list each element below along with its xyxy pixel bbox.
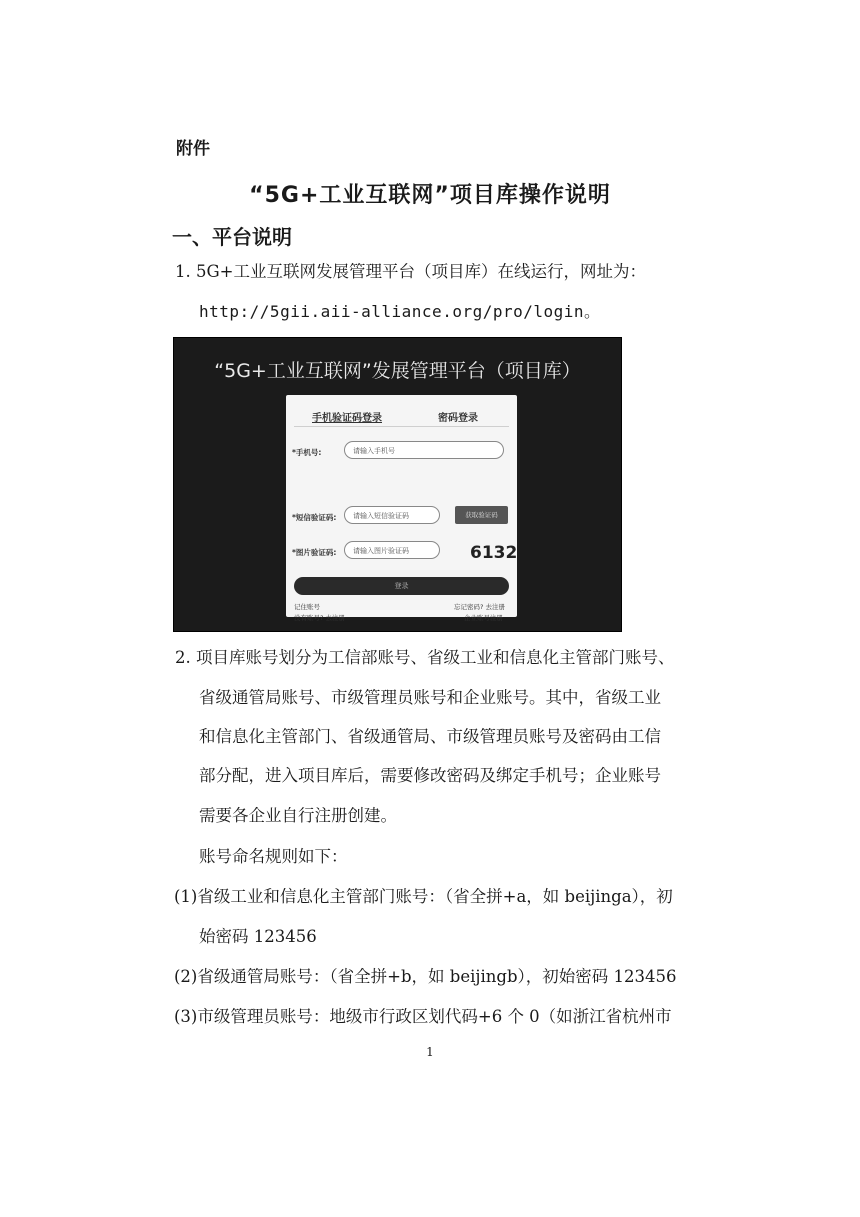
phone-input[interactable]: 请输入手机号	[344, 441, 504, 459]
login-button[interactable]: 登录	[294, 577, 509, 595]
sms-code-input[interactable]: 请输入短信验证码	[344, 506, 440, 524]
login-card	[286, 395, 518, 622]
document-title: “5G+工业互联网”项目库操作说明	[249, 183, 611, 208]
screenshot-title: “5G+工业互联网”发展管理平台（项目库）	[214, 360, 581, 382]
section-heading-platform: 一、平台说明	[172, 225, 292, 249]
register-link[interactable]: 没有账号? 去注册	[294, 614, 346, 622]
item-1-text: 1. 5G+工业互联网发展管理平台（项目库）在线运行，网址为：	[175, 262, 646, 281]
enterprise-register-link[interactable]: 企业账号注册	[464, 614, 503, 622]
captcha-image[interactable]: 6132	[470, 543, 518, 563]
remember-me-checkbox[interactable]: 记住账号	[294, 603, 320, 611]
page-number: 1	[426, 1045, 434, 1059]
get-code-button[interactable]: 获取验证码	[455, 506, 508, 524]
item-2-line-5: 需要各企业自行注册创建。	[199, 806, 397, 825]
rule-3: (3)市级管理员账号：地级市行政区划代码+6 个 0（如浙江省杭州市	[174, 1007, 672, 1026]
forgot-password-link[interactable]: 忘记密码? 去注册	[454, 603, 506, 611]
rule-1-line-1: (1)省级工业和信息化主管部门账号：（省全拼+a，如 beijinga），初	[174, 887, 673, 906]
sms-code-label: *短信验证码:	[292, 513, 337, 522]
login-screenshot	[173, 337, 622, 632]
rule-2: (2)省级通管局账号：（省全拼+b，如 beijingb），初始密码 123456	[174, 967, 677, 986]
tab-phone-login[interactable]: 手机验证码登录	[312, 413, 382, 424]
item-2-line-3: 和信息化主管部门、省级通管局、市级管理员账号及密码由工信	[199, 727, 661, 746]
item-2-line-4: 部分配，进入项目库后，需要修改密码及绑定手机号；企业账号	[199, 766, 661, 785]
rule-1-line-2: 始密码 123456	[199, 927, 317, 946]
image-code-label: *图片验证码:	[292, 548, 337, 557]
item-2-line-2: 省级通管局账号、市级管理员账号和企业账号。其中，省级工业	[199, 688, 661, 707]
phone-label: *手机号:	[292, 448, 322, 457]
annex-label: 附件	[176, 139, 210, 159]
tab-password-login[interactable]: 密码登录	[438, 413, 478, 424]
tab-divider	[294, 426, 509, 427]
item-2-line-1: 2. 项目库账号划分为工信部账号、省级工业和信息化主管部门账号、	[175, 648, 675, 667]
image-code-input[interactable]: 请输入图片验证码	[344, 541, 440, 559]
naming-rules-intro: 账号命名规则如下：	[199, 847, 348, 866]
platform-url: http://5gii.aii-alliance.org/pro/login。	[199, 302, 601, 321]
